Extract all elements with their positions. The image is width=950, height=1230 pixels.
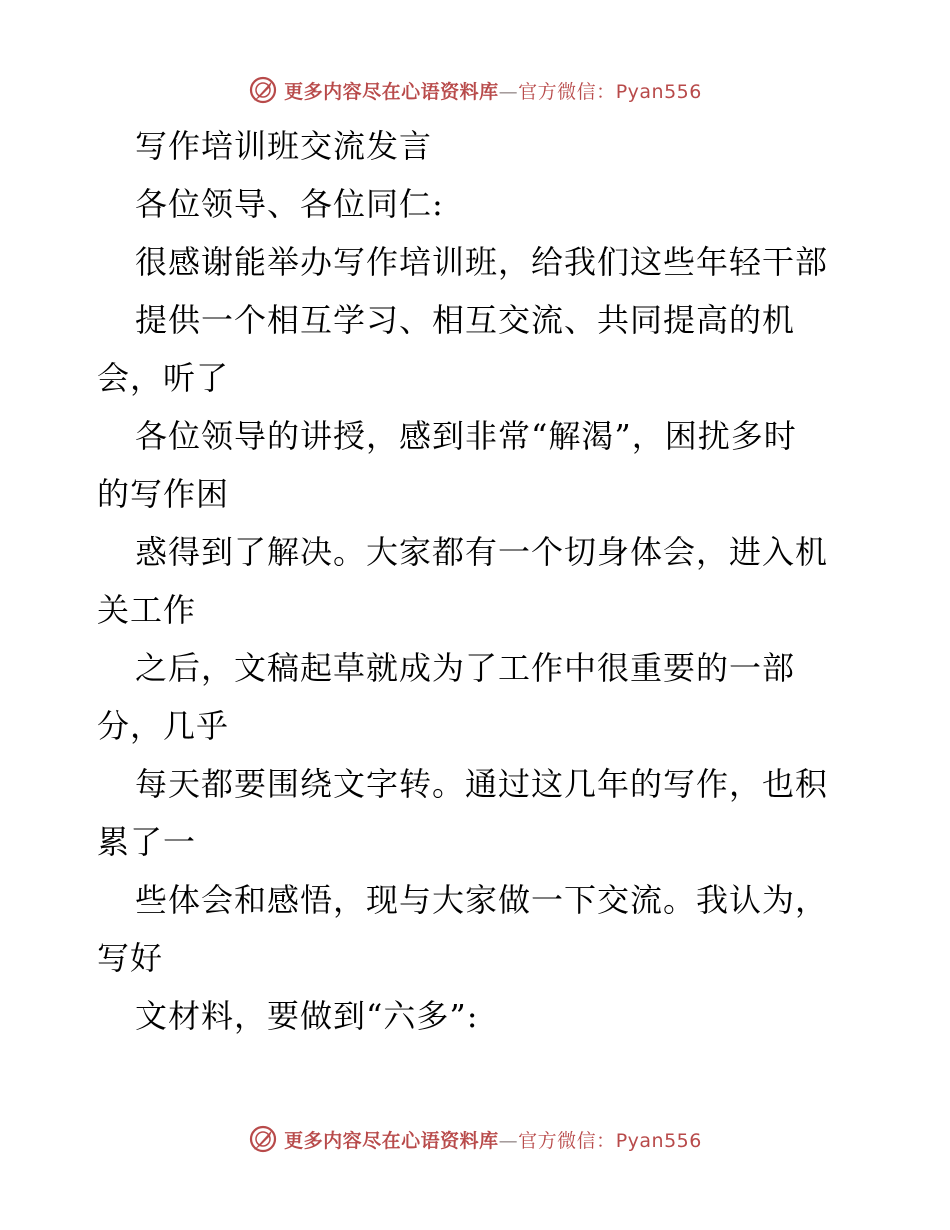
document-line: 惑得到了解决。大家都有一个切身体会，进入机 (135, 533, 829, 571)
document-line: 各位领导、各位同仁: (135, 185, 444, 223)
document-line: 很感谢能举办写作培训班，给我们这些年轻干部 (135, 243, 829, 281)
document-line: 写好 (97, 939, 164, 977)
footer-wechat-id: Pyan556 (615, 1129, 702, 1152)
document-line: 会，听了 (97, 359, 230, 397)
document-line: 每天都要围绕文字转。通过这几年的写作，也积 (135, 765, 829, 803)
header-banner (0, 70, 950, 110)
header-brand: 更多内容尽在心语资料库 (284, 80, 499, 103)
document-line: 些体会和感悟，现与大家做一下交流。我认为， (135, 881, 829, 919)
footer-banner (0, 1119, 950, 1159)
document-line: 文材料，要做到“六多”: (135, 997, 479, 1035)
footer-separator: — (498, 1129, 519, 1152)
quill-logo-icon (248, 1124, 278, 1154)
document-line: 各位领导的讲授，感到非常“解渴”，困扰多时 (135, 417, 797, 455)
header-official: 官方微信： (518, 80, 616, 103)
quill-logo-icon (248, 75, 278, 105)
footer-official: 官方微信： (518, 1129, 616, 1152)
header-wechat-id: Pyan556 (615, 80, 702, 103)
header-banner-text (284, 77, 702, 104)
document-line: 之后，文稿起草就成为了工作中很重要的一部 (135, 649, 796, 687)
document-line: 关工作 (97, 591, 197, 629)
document-line: 提供一个相互学习、相互交流、共同提高的机 (135, 301, 796, 339)
header-separator: — (498, 80, 519, 103)
footer-banner-text (284, 1126, 702, 1153)
document-line: 累了一 (97, 823, 197, 861)
document-title: 写作培训班交流发言 (135, 127, 433, 165)
document-line: 分，几乎 (97, 707, 230, 745)
document-line: 的写作困 (97, 475, 230, 513)
footer-brand: 更多内容尽在心语资料库 (284, 1129, 499, 1152)
